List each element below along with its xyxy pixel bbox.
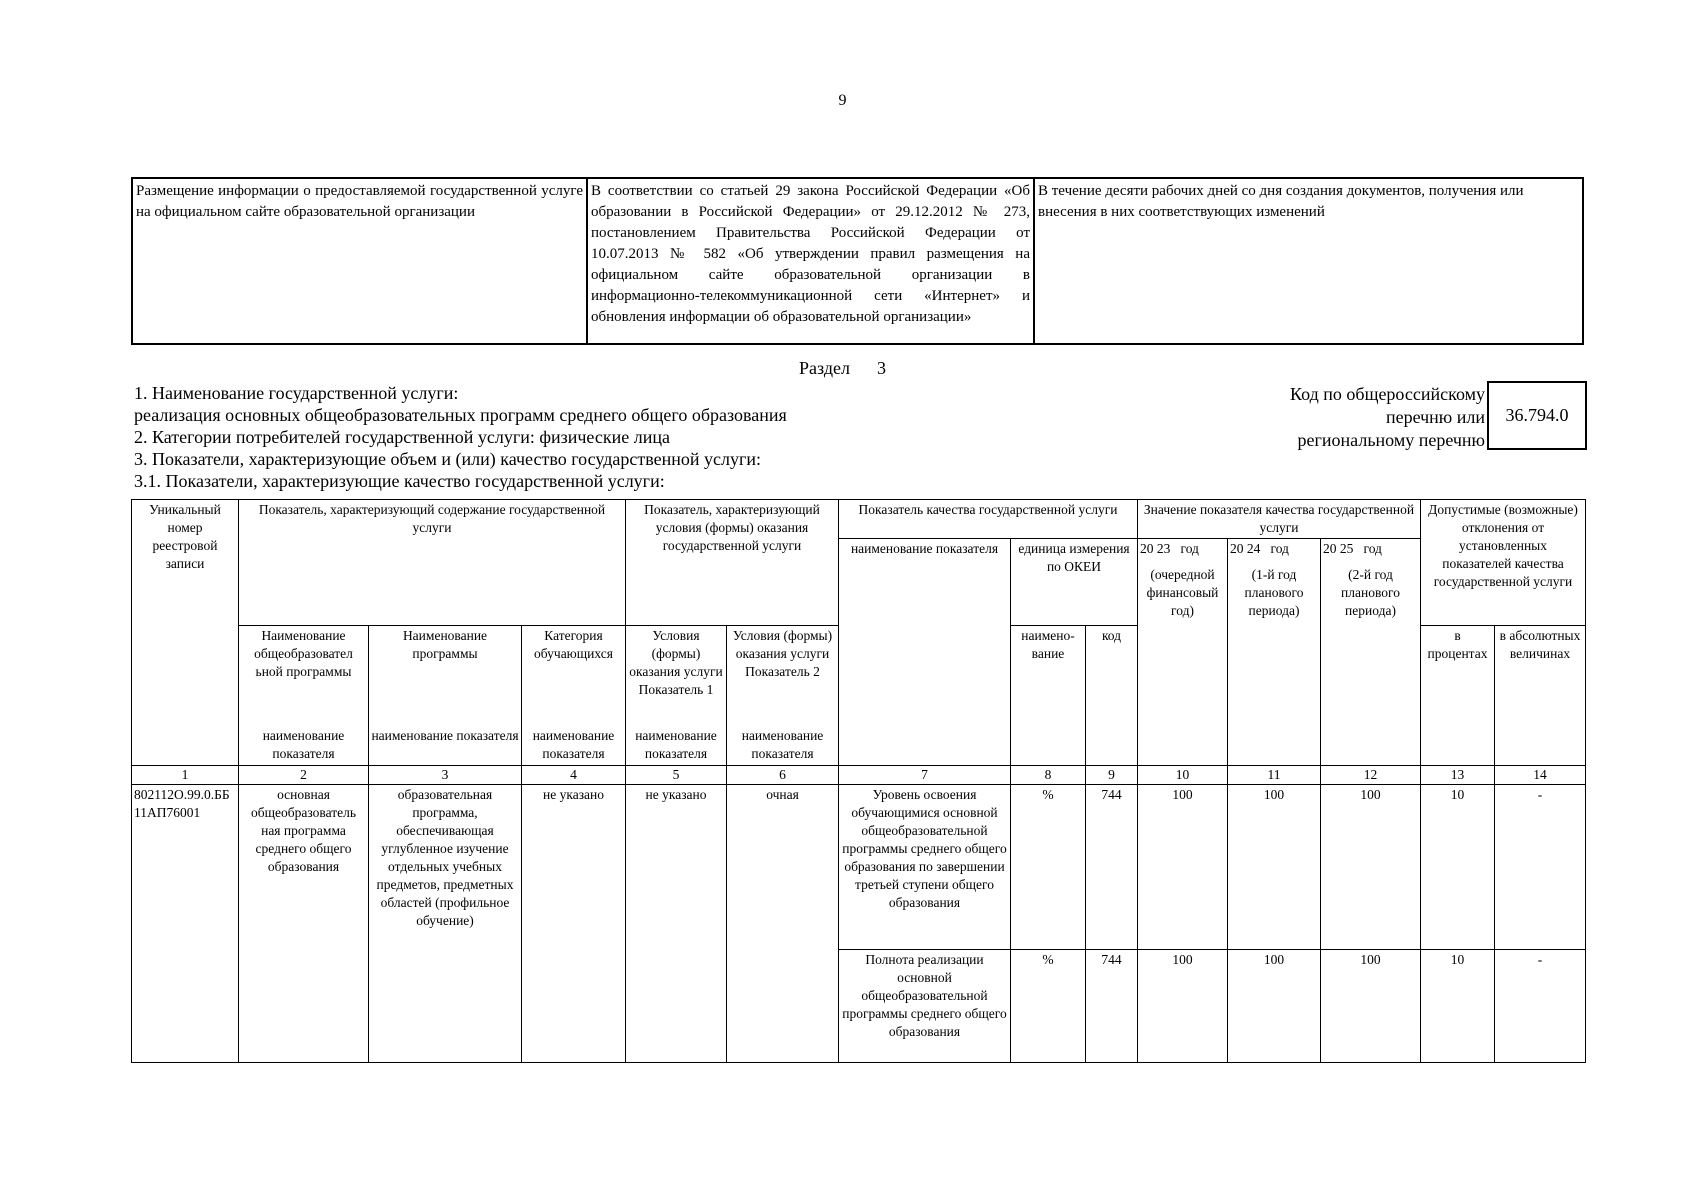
y2-prefix: 20: [1230, 541, 1244, 556]
row-v1: 100: [1138, 785, 1228, 950]
row-program: основная общеобразователь ная программа среднего общего образования: [239, 785, 369, 1063]
header-quality: Показатель качества государственной услуги: [839, 500, 1138, 539]
header-deviation: Допустимые (возможные) отклонения от установленных показателей качества государственной услуги: [1421, 500, 1586, 626]
header-unique: Уникальный номер реестровой записи: [132, 500, 239, 766]
y1-suffix: год: [1180, 541, 1199, 556]
code-label-2: перечню или: [1385, 407, 1485, 427]
service-name: реализация основных общеобразовательных программ среднего общего образования: [134, 405, 787, 425]
row-pct: 10: [1421, 785, 1495, 950]
row-indicator-name: Уровень освоения обучающимися основной общеобразовательной программы среднего общего образования по завершении третьей ступени общего образования: [839, 785, 1011, 950]
sub-c3: наименование показателя: [369, 726, 522, 766]
col-num: 8: [1011, 766, 1086, 785]
row-code: 744: [1086, 950, 1138, 1063]
row-v3: 100: [1321, 785, 1421, 950]
row-v1: 100: [1138, 950, 1228, 1063]
header-content: Показатель, характеризующий содержание государственной услуги: [239, 500, 626, 626]
row-unique: 802112О.99.0.ББ 11АП76001: [132, 785, 239, 1063]
col-num: 13: [1421, 766, 1495, 785]
row-v2: 100: [1228, 950, 1321, 1063]
header-year-1: [1138, 539, 1228, 766]
code-label: [1290, 383, 1485, 452]
y2-num: 24: [1246, 541, 1261, 556]
y2-note: (1-й год планового периода): [1244, 567, 1304, 618]
col-num: 3: [369, 766, 522, 785]
section-title: [0, 358, 1685, 379]
y3-prefix: 20: [1323, 541, 1337, 556]
header-pct: в процентах: [1421, 626, 1495, 766]
col-num: 14: [1495, 766, 1586, 785]
col-num: 2: [239, 766, 369, 785]
header-c5: Условия (формы) оказания услуги Показатель 1: [626, 626, 727, 726]
quality-line: 3.1. Показатели, характеризующие качество государственной услуги:: [134, 471, 665, 491]
header-c6: Условия (формы) оказания услуги Показатель 2: [727, 626, 839, 726]
row-code: 744: [1086, 785, 1138, 950]
code-value: 36.794.0: [1487, 381, 1587, 450]
row-program-name: образовательная программа, обеспечивающая углубленное изучение отдельных учебных предметов, предметных областей (профильное обучение): [369, 785, 522, 1063]
header-unit-name: наимено-вание: [1011, 626, 1086, 766]
column-numbers-row: [132, 766, 1586, 785]
y3-note: (2-й год планового периода): [1341, 567, 1400, 618]
header-indicator-name: наименование показателя: [839, 539, 1011, 766]
row-cond1: не указано: [626, 785, 727, 1063]
y1-prefix: 20: [1140, 541, 1154, 556]
col-num: 11: [1228, 766, 1321, 785]
quality-table: [131, 499, 1586, 1063]
code-label-1: Код по общероссийскому: [1290, 384, 1485, 404]
row-v3: 100: [1321, 950, 1421, 1063]
row-category: не указано: [522, 785, 626, 1063]
section-number: 3: [876, 358, 886, 378]
header-conditions: Показатель, характеризующий условия (формы) оказания государственной услуги: [626, 500, 839, 626]
service-name-label: 1. Наименование государственной услуги:: [134, 383, 459, 403]
sub-c2: наименование показателя: [239, 726, 369, 766]
table-row: [132, 785, 1586, 950]
col-num: 6: [727, 766, 839, 785]
row-abs: -: [1495, 950, 1586, 1063]
section-label: Раздел: [799, 358, 850, 378]
row-cond2: очная: [727, 785, 839, 1063]
sub-c6: наименование показателя: [727, 726, 839, 766]
header-year-2: [1228, 539, 1321, 766]
header-c3: Наименование программы: [369, 626, 522, 726]
header-c2: Наименование общеобразовател ьной программы: [239, 626, 369, 726]
header-year-3: [1321, 539, 1421, 766]
y2-suffix: год: [1270, 541, 1289, 556]
col-num: 1: [132, 766, 239, 785]
col-num: 10: [1138, 766, 1228, 785]
code-label-3: региональному перечню: [1297, 430, 1485, 450]
header-unit: единица измерения по ОКЕИ: [1011, 539, 1138, 626]
col-num: 12: [1321, 766, 1421, 785]
row-unit: %: [1011, 950, 1086, 1063]
header-c4: Категория обучающихся: [522, 626, 626, 726]
row-v2: 100: [1228, 785, 1321, 950]
header-unit-code: код: [1086, 626, 1138, 766]
col-num: 5: [626, 766, 727, 785]
y3-suffix: год: [1363, 541, 1382, 556]
y1-note: (очередной финансовый год): [1146, 567, 1219, 618]
row-indicator-name: Полнота реализации основной общеобразовательной программы среднего общего образования: [839, 950, 1011, 1063]
info-table: [131, 177, 1584, 345]
header-value: Значение показателя качества государственной услуги: [1138, 500, 1421, 539]
row-unit: %: [1011, 785, 1086, 950]
header-abs: в абсолютных величинах: [1495, 626, 1586, 766]
info-cell-3: В течение десяти рабочих дней со дня создания документов, получения или внесения в них соответствующих изменений: [1034, 178, 1583, 344]
indicators-line: 3. Показатели, характеризующие объем и (или) качество государственной услуги:: [134, 449, 761, 469]
y1-num: 23: [1156, 541, 1171, 556]
consumers-line: 2. Категории потребителей государственной услуги: физические лица: [134, 427, 670, 447]
col-num: 4: [522, 766, 626, 785]
y3-num: 25: [1339, 541, 1354, 556]
col-num: 7: [839, 766, 1011, 785]
sub-c4: наименование показателя: [522, 726, 626, 766]
row-pct: 10: [1421, 950, 1495, 1063]
page-number: 9: [838, 92, 847, 109]
col-num: 9: [1086, 766, 1138, 785]
info-cell-1: Размещение информации о предоставляемой государственной услуге на официальном сайте образовательной организации: [132, 178, 587, 344]
row-abs: -: [1495, 785, 1586, 950]
info-cell-2: В соответствии со статьей 29 закона Российской Федерации «Об образовании в Российской Федерации» от 29.12.2012 № 273, постановлением Правительства Российской Федерации от 10.07.2013 № 582 «Об утверждении правил размещения на официальном сайте образовательной организации в информационно-телекоммуникационной сети «Интернет» и обновления информации об образовательной организации»: [587, 178, 1034, 344]
sub-c5: наименование показателя: [626, 726, 727, 766]
